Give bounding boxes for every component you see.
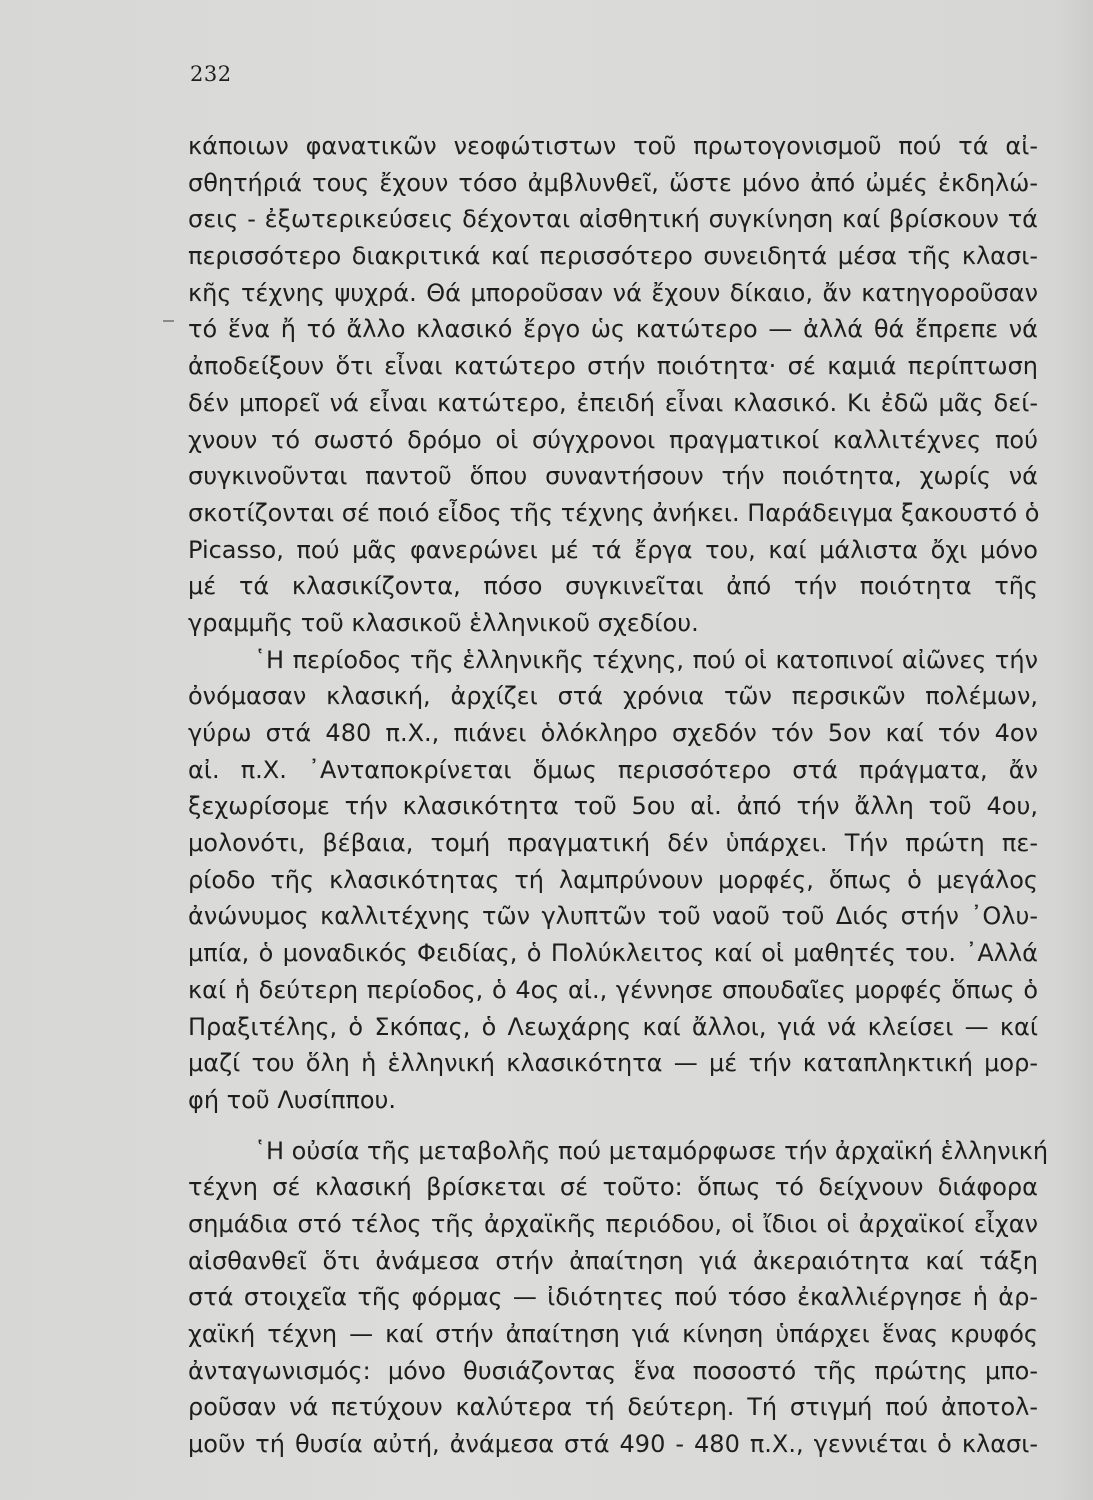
text-line: καί ἡ δεύτερη περίοδος, ὁ 4ος αἰ., γέννησε σπουδαῖες μορφές ὅπως ὁ (188, 975, 1038, 1004)
text-line: τό ἕνα ἤ τό ἄλλο κλασικό ἔργο ὡς κατώτερο — ἀλλά θά ἔπρεπε νά (188, 315, 1038, 344)
text-line: μαζί του ὅλη ἡ ἑλληνική κλασικότητα — μέ τήν καταπληκτική μορ- (188, 1049, 1038, 1078)
text-line: στά στοιχεῖα τῆς φόρμας — ἰδιότητες πού τόσο ἐκαλλιέργησε ἡ ἀρ- (188, 1283, 1038, 1312)
page-edge-shadow (1053, 0, 1093, 1500)
text-line: γραμμῆς τοῦ κλασικοῦ ἑλληνικοῦ σχεδίου. (188, 608, 699, 637)
text-line: φή τοῦ Λυσίππου. (188, 1085, 397, 1114)
text-line: γύρω στά 480 π.Χ., πιάνει ὁλόκληρο σχεδόν τόν 5ον καί τόν 4ον (188, 719, 1038, 747)
text-line: σκοτίζονται σέ ποιό εἶδος τῆς τέχνης ἀνήκει. Παράδειγμα ξακουστό ὁ (188, 498, 1040, 527)
text-line: χνουν τό σωστό δρόμο οἱ σύγχρονοι πραγματικοί καλλιτέχνες πού (188, 425, 1038, 454)
text-line: ἀνώνυμος καλλιτέχνης τῶν γλυπτῶν τοῦ ναοῦ τοῦ Διός στήν ᾽Ολυ- (188, 902, 1038, 931)
text-line: ρίοδο τῆς κλασικότητας τή λαμπρύνουν μορφές, ὅπως ὁ μεγάλος (188, 865, 1038, 894)
text-line: μολονότι, βέβαια, τομή πραγματική δέν ὑπάρχει. Τήν πρώτη πε- (188, 829, 1038, 858)
text-line: ῾Η περίοδος τῆς ἑλληνικῆς τέχνης, πού οἱ κατοπινοί αἰῶνες τήν (254, 645, 1038, 674)
paragraph-gap (188, 1119, 1038, 1133)
page-number: 232 (190, 62, 232, 86)
text-line: ῾Η οὐσία τῆς μεταβολῆς πού μεταμόρφωσε τήν ἀρχαϊκή ἑλληνική (254, 1136, 1049, 1165)
text-line: αἰσθανθεῖ ὅτι ἀνάμεσα στήν ἀπαίτηση γιά ἀκεραιότητα καί τάξη (188, 1246, 1038, 1275)
text-line: Πραξιτέλης, ὁ Σκόπας, ὁ Λεωχάρης καί ἄλλοι, γιά νά κλείσει — καί (188, 1012, 1038, 1041)
text-line: κῆς τέχνης ψυχρά. Θά μποροῦσαν νά ἔχουν δίκαιο, ἄν κατηγοροῦσαν (188, 278, 1038, 307)
text-line: Picasso, πού μᾶς φανερώνει μέ τά ἔργα του, καί μάλιστα ὄχι μόνο (188, 535, 1038, 564)
text-line: ἀνταγωνισμός: μόνο θυσιάζοντας ἕνα ποσοστό τῆς πρώτης μπο- (188, 1356, 1038, 1385)
text-line: συγκινοῦνται παντοῦ ὅπου συναντήσουν τήν ποιότητα, χωρίς νά (188, 462, 1038, 491)
text-line: μπία, ὁ μοναδικός Φειδίας, ὁ Πολύκλειτος καί οἱ μαθητές του. ᾽Αλλά (188, 939, 1038, 968)
text-line: περισσότερο διακριτικά καί περισσότερο συνειδητά μέσα τῆς κλασι- (188, 242, 1038, 271)
text-line: ξεχωρίσομε τήν κλασικότητα τοῦ 5ου αἰ. ἀπό τήν ἄλλη τοῦ 4ου, (188, 792, 1038, 821)
text-line: σεις - ἐξωτερικεύσεις δέχονται αἰσθητική συγκίνηση καί βρίσκουν τά (188, 205, 1038, 234)
text-line: μέ τά κλασικίζοντα, πόσο συγκινεῖται ἀπό τήν ποιότητα τῆς (188, 572, 1038, 601)
text-line: σθητήριά τους ἔχουν τόσο ἀμβλυνθεῖ, ὥστε μόνο ἀπό ὠμές ἐκδηλώ- (188, 168, 1038, 197)
body-text (188, 128, 1049, 1463)
text-line: χαϊκή τέχνη — καί στήν ἀπαίτηση γιά κίνηση ὑπάρχει ἕνας κρυφός (188, 1320, 1038, 1348)
text-line: ροῦσαν νά πετύχουν καλύτερα τή δεύτερη. Τή στιγμή πού ἀποτολ- (188, 1393, 1038, 1422)
text-line: κάποιων φανατικῶν νεοφώτιστων τοῦ πρωτογονισμοῦ πού τά αἰ- (188, 132, 1038, 160)
margin-mark (163, 320, 174, 322)
text-line: μοῦν τή θυσία αὐτή, ἀνάμεσα στά 490 - 480 π.Χ., γεννιέται ὁ κλασι- (188, 1430, 1038, 1459)
text-line: τέχνη σέ κλασική βρίσκεται σέ τοῦτο: ὅπως τό δείχνουν διάφορα (188, 1173, 1038, 1202)
text-line: σημάδια στό τέλος τῆς ἀρχαϊκῆς περιόδου, οἱ ἴδιοι οἱ ἀρχαϊκοί εἶχαν (188, 1209, 1038, 1238)
text-line: ὀνόμασαν κλασική, ἀρχίζει στά χρόνια τῶν περσικῶν πολέμων, (188, 682, 1038, 711)
text-line: δέν μπορεῖ νά εἶναι κατώτερο, ἐπειδή εἶναι κλασικό. Κι ἐδῶ μᾶς δεί- (188, 388, 1038, 417)
text-line: αἰ. π.Χ. ᾽Ανταποκρίνεται ὅμως περισσότερο στά πράγματα, ἄν (188, 755, 1038, 784)
text-line: ἀποδείξουν ὅτι εἶναι κατώτερο στήν ποιότητα· σέ καμιά περίπτωση (188, 352, 1038, 381)
